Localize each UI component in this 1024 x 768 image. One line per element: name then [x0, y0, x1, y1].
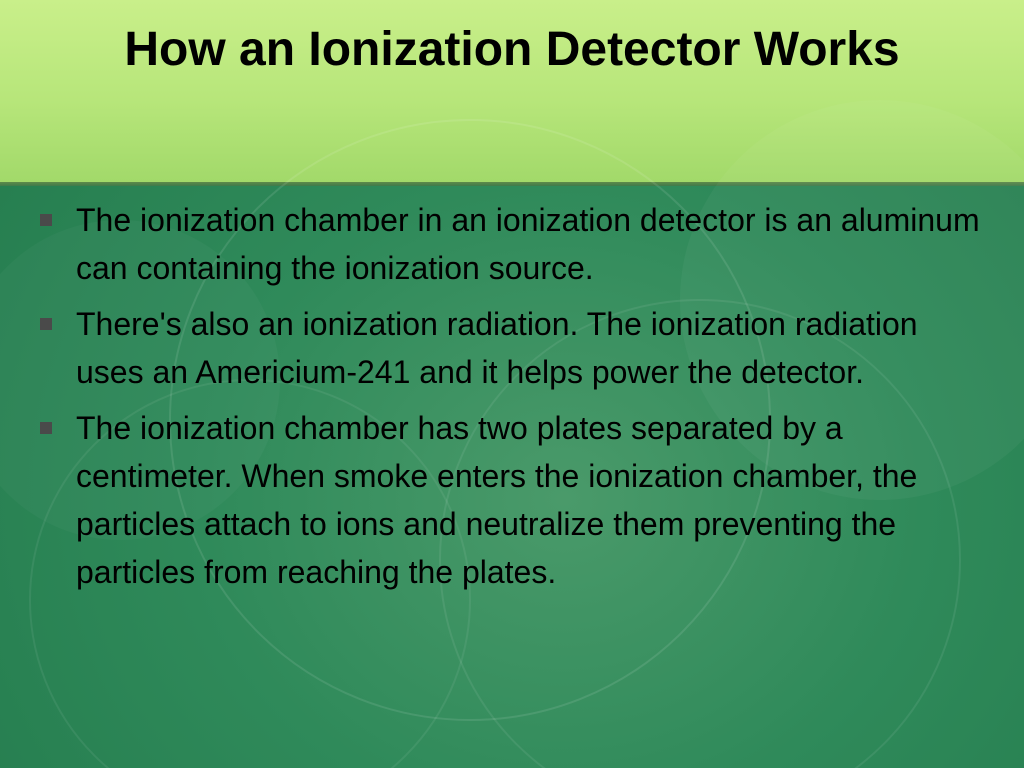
- bullet-item: [36, 404, 986, 596]
- slide-title: How an Ionization Detector Works: [124, 23, 900, 76]
- bullet-text: There's also an ionization radiation. The ionization radiation uses an Americium-241 and it helps power the detector.: [76, 306, 918, 390]
- title-divider: [0, 182, 1024, 186]
- bullet-text: The ionization chamber has two plates separated by a centimeter. When smoke enters the ionization chamber, the particles attach to ions and neutralize them preventing the particles from reaching the plates.: [76, 410, 918, 590]
- square-bullet-icon: [40, 318, 52, 330]
- square-bullet-icon: [40, 422, 52, 434]
- bullet-list: [36, 196, 986, 604]
- square-bullet-icon: [40, 214, 52, 226]
- bullet-text: The ionization chamber in an ionization detector is an aluminum can containing the ionization source.: [76, 202, 980, 286]
- bullet-item: [36, 300, 986, 396]
- bullet-item: [36, 196, 986, 292]
